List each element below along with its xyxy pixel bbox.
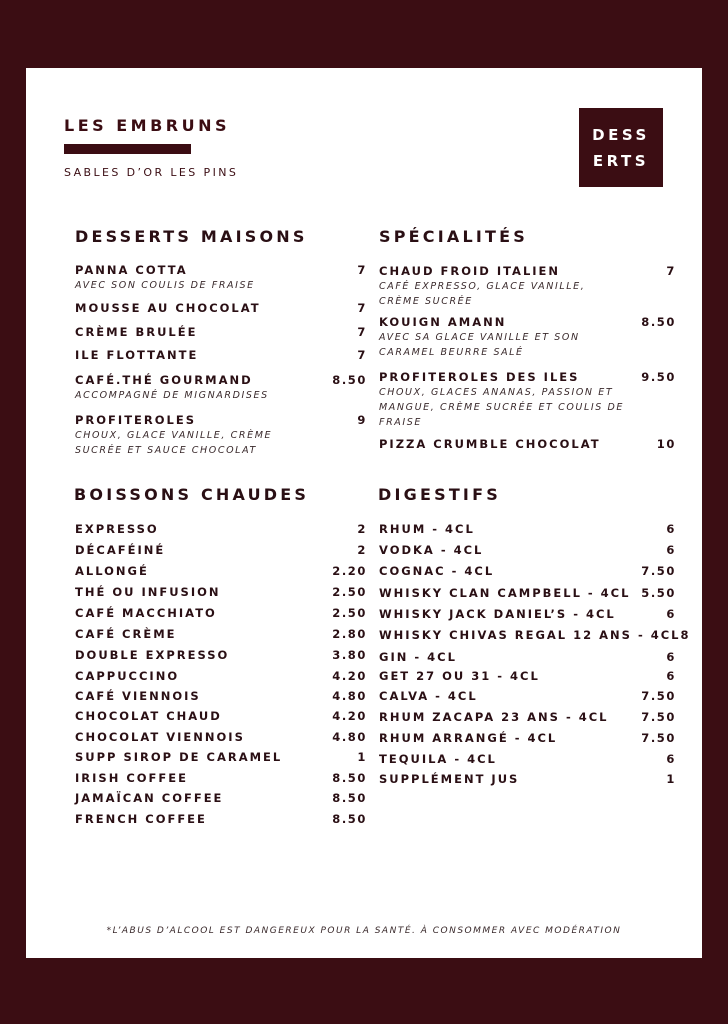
- menu-item-boissons: [75, 812, 367, 826]
- item-name: WHISKY JACK DANIEL’S - 4CL: [379, 607, 616, 621]
- item-price: 8.50: [641, 315, 676, 329]
- section-title-digestifs: DIGESTIFS: [378, 485, 501, 504]
- menu-item-boissons: [75, 791, 367, 805]
- item-price: 7.50: [641, 689, 676, 703]
- item-name: CHOCOLAT CHAUD: [75, 709, 222, 723]
- item-name: CRÈME BRULÉE: [75, 325, 198, 339]
- menu-item-desserts: [75, 325, 367, 339]
- menu-item-digestifs: [379, 543, 676, 557]
- item-price: 8.50: [332, 812, 367, 826]
- desserts-badge: [579, 108, 663, 187]
- item-name: RHUM ARRANGÉ - 4CL: [379, 731, 558, 745]
- item-price: 2: [357, 522, 367, 536]
- item-name: MOUSSE AU CHOCOLAT: [75, 301, 261, 315]
- item-name: PIZZA CRUMBLE CHOCOLAT: [379, 437, 601, 451]
- item-price: 8.50: [332, 771, 367, 785]
- item-name: PROFITEROLES DES ILES: [379, 370, 580, 384]
- item-description: ACCOMPAGNÉ DE MIGNARDISES: [75, 390, 269, 401]
- item-name: CHAUD FROID ITALIEN: [379, 264, 561, 278]
- menu-item-desserts: [75, 413, 367, 458]
- menu-item-digestifs: [379, 586, 676, 600]
- badge-line-2: ERTS: [592, 151, 650, 170]
- menu-item-desserts: [75, 301, 367, 315]
- menu-item-digestifs: [379, 731, 676, 745]
- item-name: RHUM - 4CL: [379, 522, 475, 536]
- item-name: SUPPLÉMENT JUS: [379, 772, 520, 786]
- menu-item-specialites: [379, 437, 676, 451]
- item-price: 7: [357, 263, 367, 277]
- item-name: CHOCOLAT VIENNOIS: [75, 730, 245, 744]
- item-price: 8.50: [332, 791, 367, 805]
- menu-item-desserts: [75, 348, 367, 362]
- item-price: 8.50: [332, 373, 367, 387]
- item-name: GIN - 4CL: [379, 650, 457, 664]
- item-price: 6: [666, 752, 676, 766]
- item-price: 9: [357, 413, 367, 427]
- menu-item-specialites: [379, 315, 676, 360]
- item-price: 10: [656, 437, 676, 451]
- item-price: 6: [666, 607, 676, 621]
- menu-item-specialites: [379, 264, 676, 309]
- item-name: JAMAÏCAN COFFEE: [75, 791, 224, 805]
- item-price: 4.80: [332, 689, 367, 703]
- badge-line-1: DESS: [592, 125, 650, 144]
- item-name: CAFÉ VIENNOIS: [75, 689, 201, 703]
- menu-item-boissons: [75, 689, 367, 703]
- item-name: THÉ OU INFUSION: [75, 585, 221, 599]
- menu-item-digestifs: [379, 710, 676, 724]
- item-name: TEQUILA - 4CL: [379, 752, 497, 766]
- item-name: KOUIGN AMANN: [379, 315, 507, 329]
- item-name: VODKA - 4CL: [379, 543, 484, 557]
- item-name: PROFITEROLES: [75, 413, 196, 427]
- item-name: DOUBLE EXPRESSO: [75, 648, 230, 662]
- item-price: 7: [357, 301, 367, 315]
- item-price: 6: [666, 543, 676, 557]
- item-name: CAPPUCCINO: [75, 669, 180, 683]
- menu-item-specialites: [379, 370, 676, 430]
- section-title-specialites: SPÉCIALITÉS: [379, 227, 528, 246]
- item-price: 7.50: [641, 564, 676, 578]
- item-name: RHUM ZACAPA 23 ANS - 4CL: [379, 710, 609, 724]
- menu-item-digestifs: [379, 689, 676, 703]
- item-name: EXPRESSO: [75, 522, 159, 536]
- menu-item-boissons: [75, 522, 367, 536]
- menu-item-boissons: [75, 771, 367, 785]
- menu-item-digestifs: [379, 607, 676, 621]
- item-price: 4.20: [332, 709, 367, 723]
- item-name: COGNAC - 4CL: [379, 564, 495, 578]
- item-price: 6: [666, 650, 676, 664]
- item-name: DÉCAFÉINÉ: [75, 543, 166, 557]
- item-price: 7: [357, 348, 367, 362]
- alcohol-warning: *L’ABUS D’ALCOOL EST DANGEREUX POUR LA SANTÉ. À CONSOMMER AVEC MODÉRATION: [106, 926, 622, 936]
- menu-item-digestifs: [379, 772, 676, 786]
- item-price: 2.80: [332, 627, 367, 641]
- item-description: CAFÉ EXPRESSO, GLACE VANILLE, CRÈME SUCRÉE: [379, 281, 586, 307]
- menu-item-boissons: [75, 750, 367, 764]
- item-name: CALVA - 4CL: [379, 689, 478, 703]
- item-price: 4.20: [332, 669, 367, 683]
- menu-item-boissons: [75, 543, 367, 557]
- item-price: 2: [357, 543, 367, 557]
- item-price: 6: [666, 669, 676, 683]
- item-price: 2.20: [332, 564, 367, 578]
- menu-page: [26, 68, 702, 958]
- item-price: 7: [357, 325, 367, 339]
- item-price: 6: [666, 522, 676, 536]
- menu-item-boissons: [75, 606, 367, 620]
- item-description: CHOUX, GLACE VANILLE, CRÈME SUCRÉE ET SAUCE CHOCOLAT: [75, 430, 273, 456]
- item-name: CAFÉ CRÈME: [75, 627, 177, 641]
- menu-item-boissons: [75, 648, 367, 662]
- item-price: 3.80: [332, 648, 367, 662]
- item-price: 1: [666, 772, 676, 786]
- restaurant-location: SABLES D’OR LES PINS: [64, 166, 239, 179]
- menu-item-boissons: [75, 564, 367, 578]
- section-title-desserts: DESSERTS MAISONS: [75, 227, 308, 246]
- item-name: FRENCH COFFEE: [75, 812, 207, 826]
- item-name: CAFÉ.THÉ GOURMAND: [75, 373, 253, 387]
- item-name: SUPP SIROP DE CARAMEL: [75, 750, 283, 764]
- item-description: AVEC SA GLACE VANILLE ET SON CARAMEL BEURRE SALÉ: [379, 332, 580, 358]
- menu-item-boissons: [75, 585, 367, 599]
- item-name: WHISKY CLAN CAMPBELL - 4CL: [379, 586, 631, 600]
- menu-item-boissons: [75, 669, 367, 683]
- item-name: GET 27 OU 31 - 4CL: [379, 669, 540, 683]
- item-name: CAFÉ MACCHIATO: [75, 606, 217, 620]
- menu-item-digestifs: [379, 564, 676, 578]
- menu-item-digestifs: [379, 650, 676, 664]
- item-name: PANNA COTTA: [75, 263, 188, 277]
- item-price: 7.50: [641, 710, 676, 724]
- menu-item-desserts: [75, 263, 367, 293]
- item-name: WHISKY CHIVAS REGAL 12 ANS - 4CL: [379, 628, 681, 642]
- item-price: 5.50: [641, 586, 676, 600]
- menu-item-digestifs: [379, 669, 676, 683]
- item-name: ALLONGÉ: [75, 564, 149, 578]
- menu-item-digestifs: [379, 628, 691, 642]
- menu-item-boissons: [75, 730, 367, 744]
- item-name: ILE FLOTTANTE: [75, 348, 199, 362]
- item-description: AVEC SON COULIS DE FRAISE: [75, 280, 255, 291]
- menu-item-boissons: [75, 709, 367, 723]
- item-description: CHOUX, GLACES ANANAS, PASSION ET MANGUE, CRÈME SUCRÉE ET COULIS DE FRAISE: [379, 387, 625, 428]
- item-name: IRISH COFFEE: [75, 771, 188, 785]
- item-price: 1: [357, 750, 367, 764]
- item-price: 4.80: [332, 730, 367, 744]
- menu-item-desserts: [75, 373, 367, 403]
- item-price: 8: [680, 628, 691, 642]
- brand-underline: [64, 144, 191, 154]
- item-price: 9.50: [641, 370, 676, 384]
- item-price: 7: [666, 264, 676, 278]
- item-price: 2.50: [332, 585, 367, 599]
- restaurant-name: LES EMBRUNS: [64, 116, 230, 135]
- menu-item-digestifs: [379, 522, 676, 536]
- menu-item-digestifs: [379, 752, 676, 766]
- menu-item-boissons: [75, 627, 367, 641]
- item-price: 2.50: [332, 606, 367, 620]
- section-title-boissons: BOISSONS CHAUDES: [74, 485, 310, 504]
- item-price: 7.50: [641, 731, 676, 745]
